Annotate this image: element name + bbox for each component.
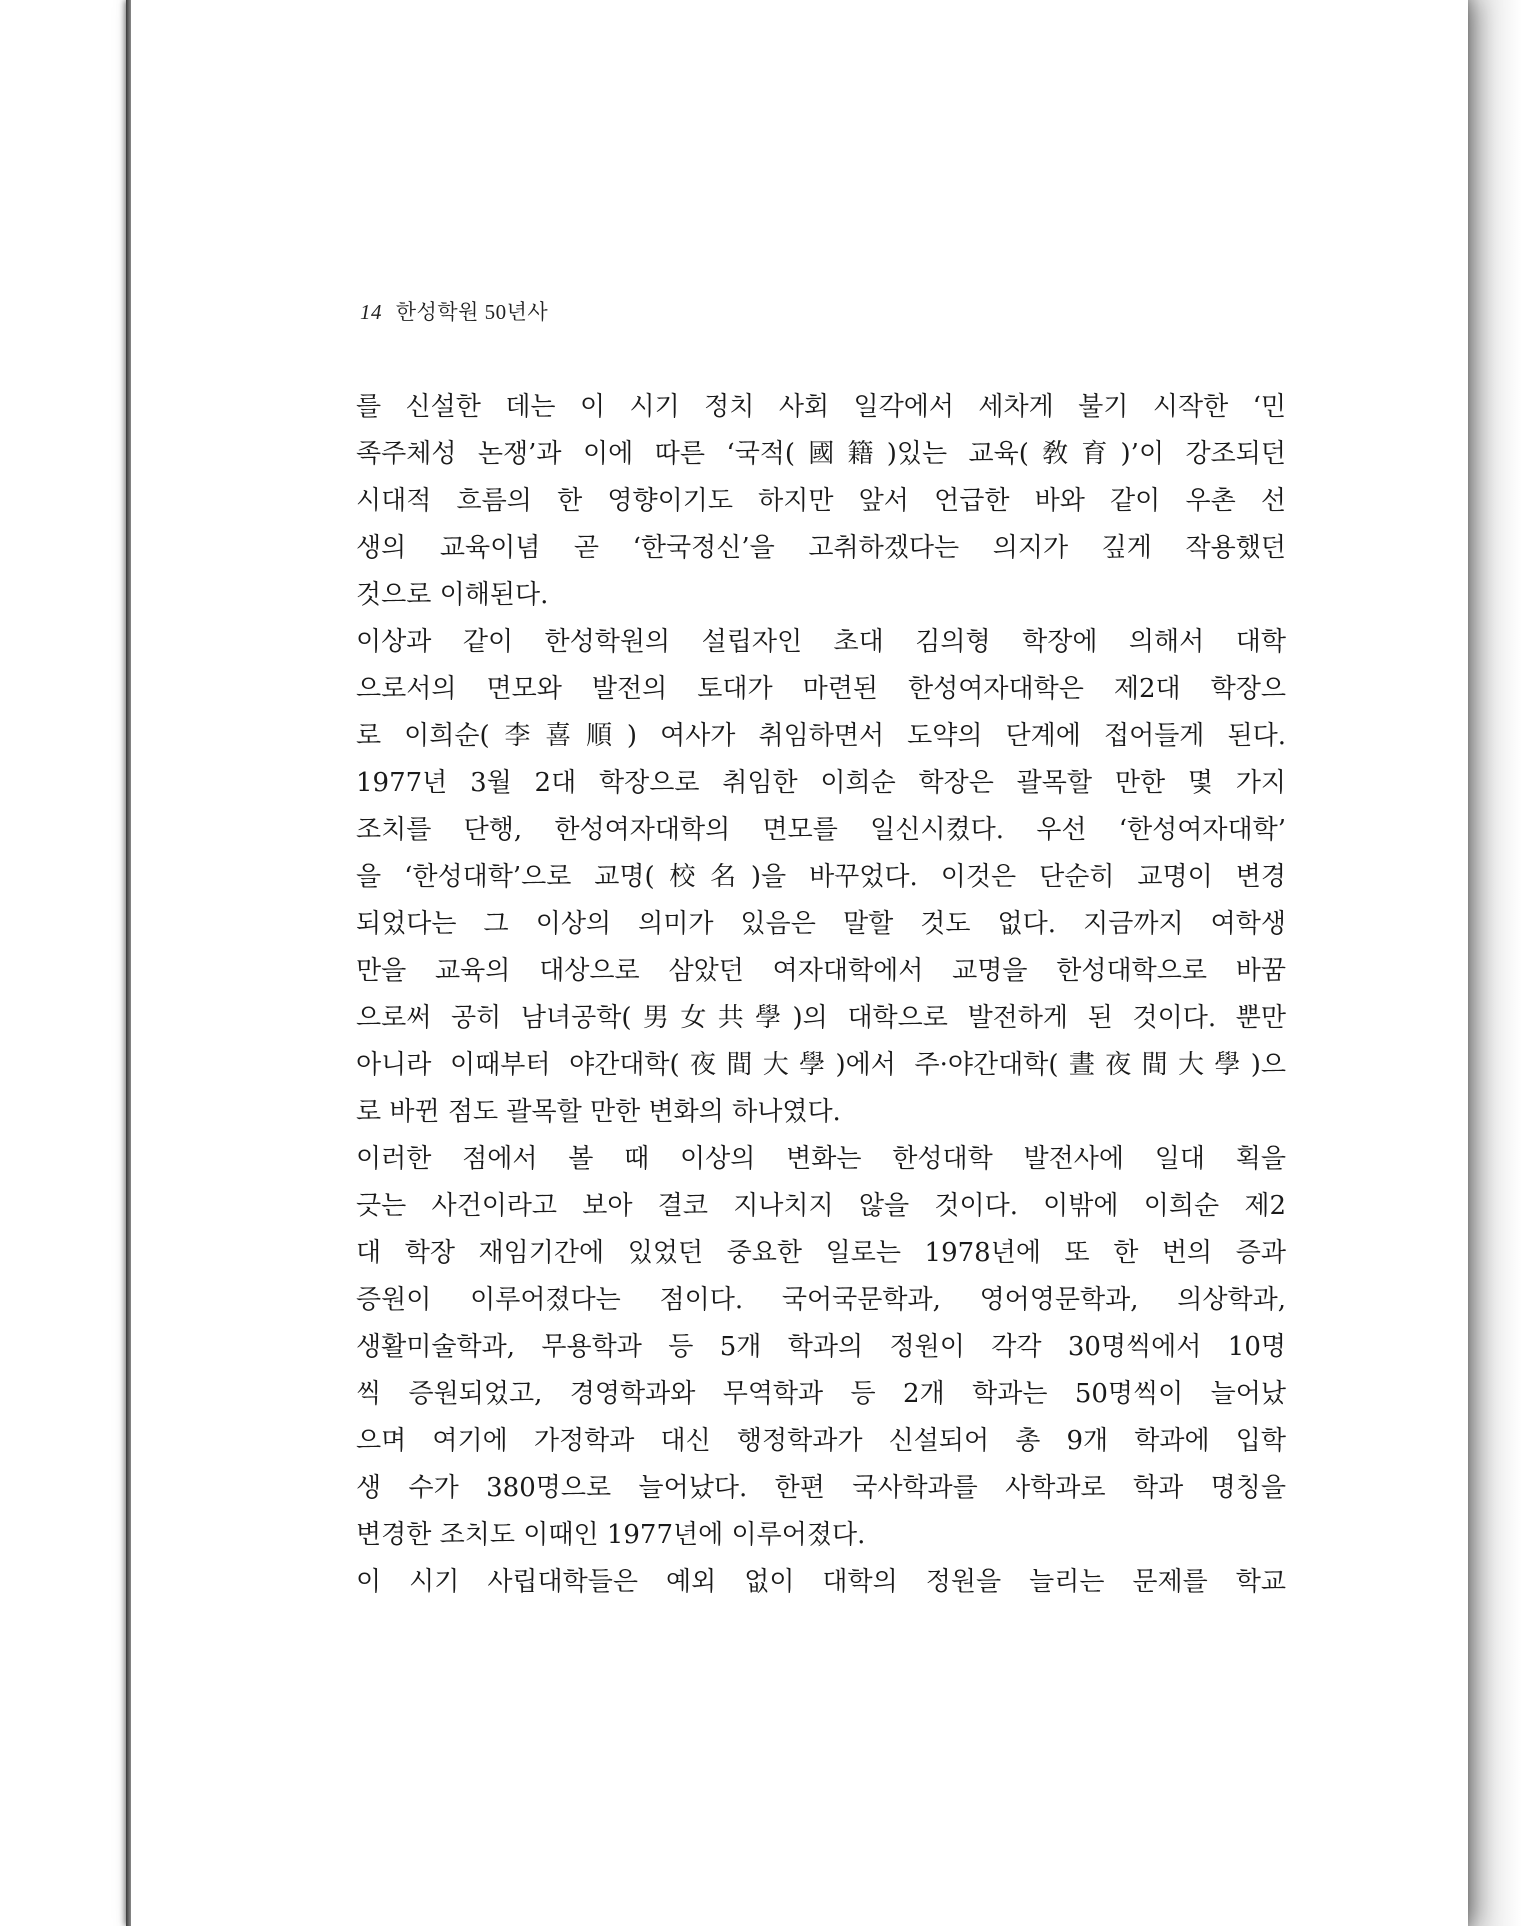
page-right-shadow [1462, 0, 1522, 1926]
text-line: 변경한 조치도 이때인 1977년에 이루어졌다. [356, 1520, 866, 1550]
page-number: 14 [360, 300, 382, 324]
text-line: 이상과 같이 한성학원의 설립자인 초대 김의형 학장에 의해서 대학 [356, 627, 1286, 657]
text-line: 로 이희순(李喜順) 여사가 취임하면서 도약의 단계에 접어들게 된다. [356, 721, 1286, 751]
body-text [356, 384, 1286, 1606]
text-line: 이 시기 사립대학들은 예외 없이 대학의 정원을 늘리는 문제를 학교 [356, 1567, 1286, 1597]
text-line: 증원이 이루어졌다는 점이다. 국어국문학과, 영어영문학과, 의상학과, [356, 1285, 1286, 1315]
page-binding-edge [126, 0, 131, 1926]
text-line: 대 학장 재임기간에 있었던 중요한 일로는 1978년에 또 한 번의 증과 [356, 1238, 1286, 1268]
text-line: 을 ‘한성대학’으로 교명(校名)을 바꾸었다. 이것은 단순히 교명이 변경 [356, 862, 1286, 892]
running-head [360, 296, 548, 326]
text-line: 긋는 사건이라고 보아 결코 지나치지 않을 것이다. 이밖에 이희순 제2 [356, 1191, 1286, 1221]
text-line: 아니라 이때부터 야간대학(夜間大學)에서 주·야간대학(晝夜間大學)으 [356, 1050, 1286, 1080]
text-line: 로 바뀐 점도 괄목할 만한 변화의 하나였다. [356, 1097, 841, 1127]
text-line: 생활미술학과, 무용학과 등 5개 학과의 정원이 각각 30명씩에서 10명 [356, 1332, 1286, 1362]
text-line: 이러한 점에서 볼 때 이상의 변화는 한성대학 발전사에 일대 획을 [356, 1144, 1286, 1174]
text-line: 으로서의 면모와 발전의 토대가 마련된 한성여자대학은 제2대 학장으 [356, 674, 1286, 704]
book-title: 한성학원 50년사 [395, 300, 549, 324]
text-line: 것으로 이해된다. [356, 580, 549, 610]
text-line: 으로써 공히 남녀공학(男女共學)의 대학으로 발전하게 된 것이다. 뿐만 [356, 1003, 1286, 1033]
text-line: 되었다는 그 이상의 의미가 있음은 말할 것도 없다. 지금까지 여학생 [356, 909, 1286, 939]
text-line: 시대적 흐름의 한 영향이기도 하지만 앞서 언급한 바와 같이 우촌 선 [356, 486, 1286, 516]
text-line: 생의 교육이념 곧 ‘한국정신’을 고취하겠다는 의지가 깊게 작용했던 [356, 533, 1286, 563]
text-line: 생 수가 380명으로 늘어났다. 한편 국사학과를 사학과로 학과 명칭을 [356, 1473, 1286, 1503]
text-line: 조치를 단행, 한성여자대학의 면모를 일신시켰다. 우선 ‘한성여자대학’ [356, 815, 1286, 845]
text-line: 족주체성 논쟁’과 이에 따른 ‘국적(國籍)있는 교육(敎育)’이 강조되던 [356, 439, 1286, 469]
text-line: 으며 여기에 가정학과 대신 행정학과가 신설되어 총 9개 학과에 입학 [356, 1426, 1286, 1456]
text-line: 1977년 3월 2대 학장으로 취임한 이희순 학장은 괄목할 만한 몇 가지 [356, 768, 1286, 798]
text-line: 만을 교육의 대상으로 삼았던 여자대학에서 교명을 한성대학으로 바꿈 [356, 956, 1286, 986]
text-line: 를 신설한 데는 이 시기 정치 사회 일각에서 세차게 불기 시작한 ‘민 [356, 392, 1286, 422]
text-line: 씩 증원되었고, 경영학과와 무역학과 등 2개 학과는 50명씩이 늘어났 [356, 1379, 1286, 1409]
